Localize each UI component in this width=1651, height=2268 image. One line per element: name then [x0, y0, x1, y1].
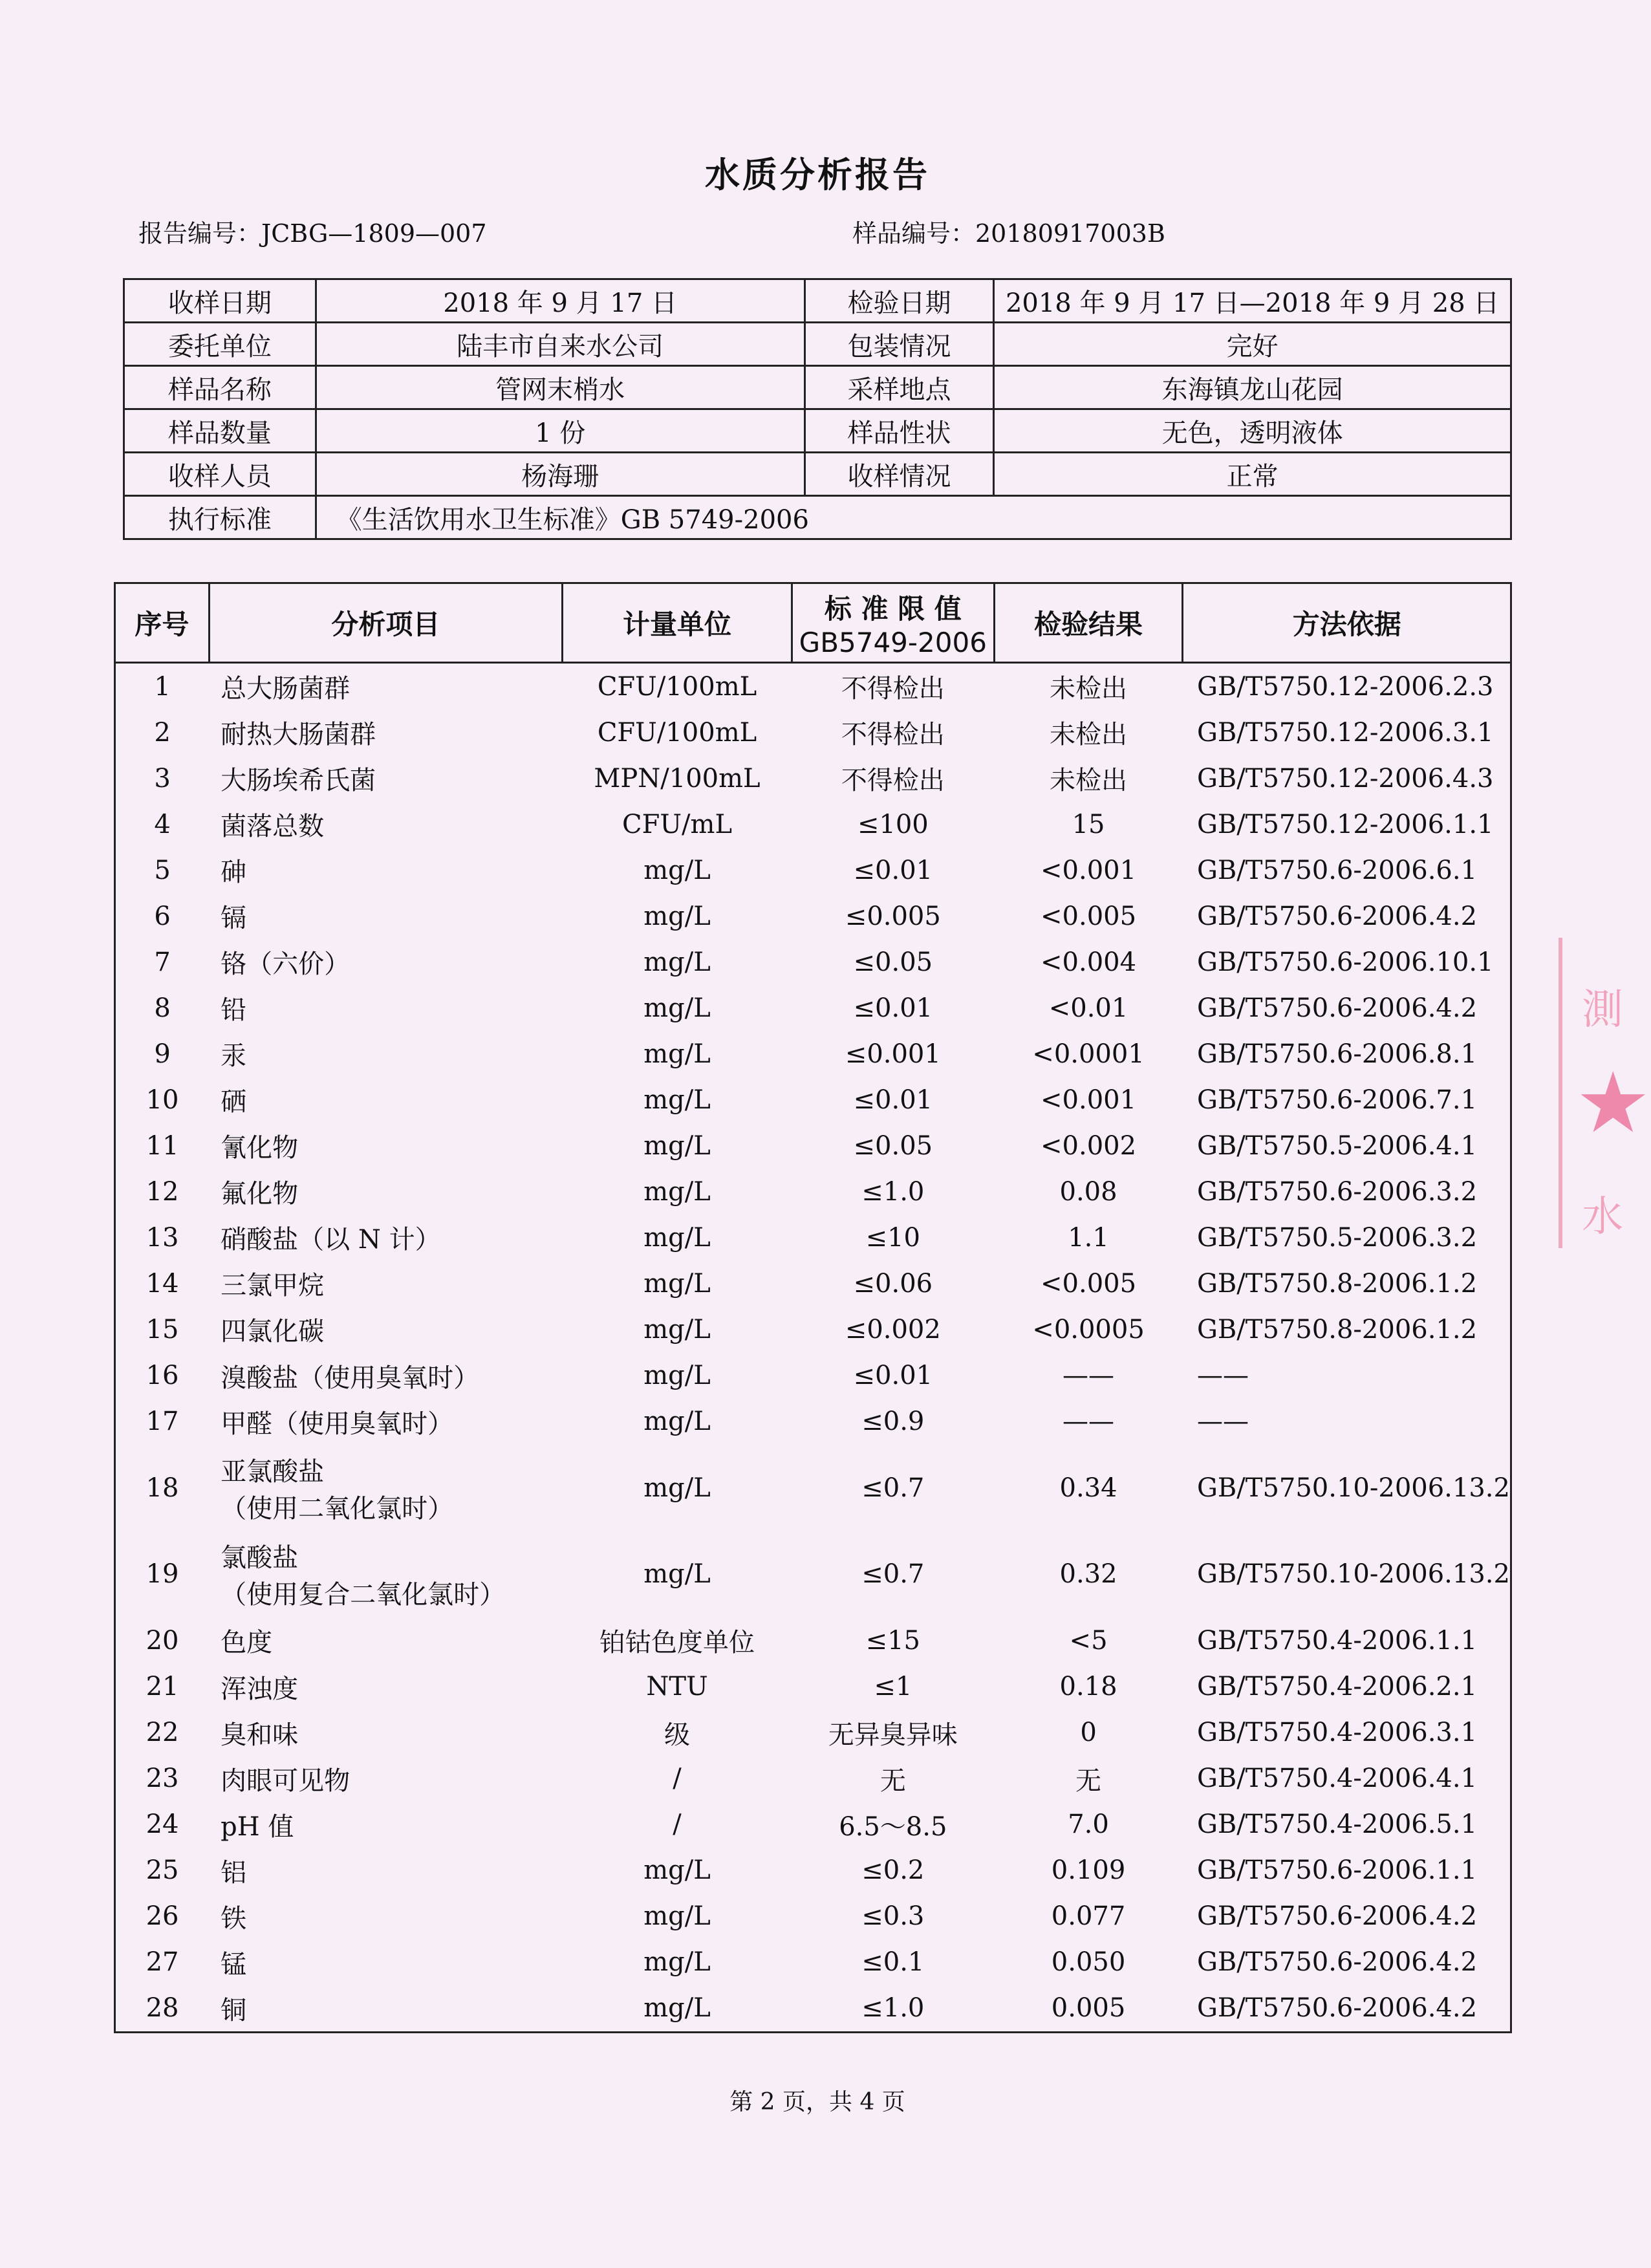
info-value: 无色，透明液体 [994, 409, 1511, 453]
info-value: 陆丰市自来水公司 [316, 323, 804, 366]
row-no: 18 [146, 1473, 179, 1503]
row-unit: 铂钴色度单位 [599, 1628, 755, 1658]
table-row [115, 1802, 1511, 1848]
row-limit: ≤1.0 [861, 1993, 925, 2024]
row-item-line2: （使用二氧化氯时） [221, 1493, 454, 1524]
row-method: —— [1196, 1361, 1249, 1390]
info-label: 样品数量 [124, 409, 316, 453]
row-result: <0.002 [1041, 1130, 1137, 1161]
row-result: <5 [1069, 1625, 1108, 1656]
table-row [115, 1031, 1511, 1077]
row-unit: CFU/mL [621, 809, 733, 839]
row-result: 0.08 [1059, 1176, 1117, 1207]
table-row [115, 847, 1511, 893]
row-unit: mg/L [643, 1993, 711, 2024]
row-item: 砷 [221, 858, 247, 888]
info-value: 正常 [994, 453, 1511, 496]
info-label: 包装情况 [804, 323, 994, 366]
info-label: 收样情况 [804, 453, 994, 496]
row-result: 0.32 [1059, 1559, 1117, 1590]
row-item: pH 值 [221, 1811, 294, 1842]
info-row [124, 409, 1511, 453]
info-label: 样品性状 [804, 409, 994, 453]
row-item-line2: （使用复合二氧化氯时） [221, 1580, 506, 1610]
sample-info-table [123, 278, 1512, 540]
row-limit: ≤0.005 [845, 901, 941, 931]
table-row [115, 1445, 1511, 1531]
info-row [124, 279, 1511, 323]
row-limit: ≤0.3 [861, 1901, 925, 1932]
seal-star-icon: ★ [1575, 1053, 1651, 1152]
row-no: 22 [146, 1718, 179, 1748]
row-unit: NTU [646, 1672, 708, 1701]
row-result: 未检出 [1050, 766, 1128, 796]
row-no: 26 [146, 1901, 179, 1932]
row-method: GB/T5750.4-2006.3.1 [1196, 1718, 1478, 1748]
table-row [115, 1123, 1511, 1169]
row-item: 三氯甲烷 [221, 1271, 325, 1301]
row-no: 23 [146, 1764, 179, 1794]
row-result: <0.005 [1041, 901, 1137, 931]
row-item: 总大肠菌群 [221, 674, 351, 704]
row-limit: ≤0.01 [853, 1085, 933, 1115]
table-row [115, 1531, 1511, 1618]
info-label: 采样地点 [804, 366, 994, 409]
row-unit: mg/L [643, 993, 711, 1023]
row-item: 耐热大肠菌群 [221, 720, 376, 750]
table-row [115, 893, 1511, 939]
row-method: GB/T5750.6-2006.8.1 [1196, 1039, 1478, 1069]
row-limit: 6.5～8.5 [839, 1811, 947, 1842]
row-item: 汞 [221, 1041, 247, 1072]
row-unit: mg/L [643, 1176, 711, 1207]
row-item [209, 1531, 562, 1618]
row-limit: ≤15 [865, 1625, 921, 1656]
report-number: 报告编号：JCBG—1809—007 [138, 219, 487, 248]
row-item: 浑浊度 [221, 1674, 299, 1704]
row-limit: ≤0.002 [845, 1314, 941, 1345]
row-item: 铜 [221, 1995, 247, 2025]
row-item: 甲醛（使用臭氧时） [221, 1409, 454, 1439]
row-method: GB/T5750.4-2006.2.1 [1196, 1672, 1478, 1701]
row-result: 0.18 [1059, 1672, 1117, 1701]
row-result: 15 [1072, 809, 1105, 839]
row-unit: mg/L [643, 901, 711, 931]
info-value: 管网末梢水 [316, 366, 804, 409]
row-unit: mg/L [643, 1855, 711, 1886]
header-no: 序号 [115, 583, 210, 663]
row-no: 2 [154, 717, 171, 748]
row-item-line1: 氯酸盐 [221, 1543, 299, 1573]
row-method: GB/T5750.10-2006.13.2 [1196, 1559, 1510, 1590]
row-limit: ≤0.01 [853, 993, 933, 1023]
row-limit: ≤0.01 [853, 855, 933, 885]
header-method: 方法依据 [1183, 583, 1511, 663]
row-method: GB/T5750.6-2006.4.2 [1196, 1901, 1478, 1932]
info-row-standard [124, 496, 1511, 539]
row-item: 铬（六价） [221, 949, 351, 980]
info-value: 东海镇龙山花园 [994, 366, 1511, 409]
row-limit: ≤1 [874, 1672, 912, 1701]
row-limit: 无异臭异味 [828, 1720, 958, 1750]
header-item: 分析项目 [209, 583, 562, 663]
row-limit: ≤0.2 [861, 1855, 925, 1886]
row-limit: 无 [879, 1766, 906, 1796]
row-method: —— [1196, 1407, 1249, 1437]
row-item: 铅 [221, 995, 247, 1026]
row-limit: ≤0.9 [861, 1407, 925, 1437]
info-row [124, 453, 1511, 496]
row-unit: MPN/100mL [594, 763, 761, 794]
info-label: 收样人员 [124, 453, 316, 496]
sample-number: 样品编号：20180917003B [852, 219, 1165, 248]
row-no: 1 [154, 671, 171, 702]
row-no: 7 [154, 947, 171, 977]
row-no: 15 [146, 1314, 179, 1345]
row-item: 锰 [221, 1949, 247, 1980]
table-row [115, 1169, 1511, 1215]
row-method: GB/T5750.6-2006.1.1 [1196, 1855, 1478, 1886]
row-unit: mg/L [643, 1473, 711, 1503]
info-value: 2018 年 9 月 17 日 [316, 279, 804, 323]
row-no: 5 [154, 855, 171, 885]
info-label: 委托单位 [124, 323, 316, 366]
row-item: 硒 [221, 1087, 247, 1118]
table-row [115, 1848, 1511, 1894]
row-no: 19 [146, 1559, 179, 1590]
row-limit: ≤0.7 [861, 1473, 925, 1503]
table-row [115, 1306, 1511, 1352]
row-result: <0.001 [1041, 1085, 1137, 1115]
row-result: 0.077 [1051, 1901, 1126, 1932]
row-unit: mg/L [643, 1947, 711, 1978]
analysis-results-table [114, 582, 1512, 2033]
table-row [115, 1077, 1511, 1123]
report-title: 水质分析报告 [705, 155, 930, 195]
info-label: 样品名称 [124, 366, 316, 409]
row-no: 4 [154, 809, 171, 839]
row-no: 12 [146, 1176, 179, 1207]
info-value: 杨海珊 [316, 453, 804, 496]
header-limit [792, 583, 994, 663]
row-no: 11 [146, 1130, 179, 1161]
row-method: GB/T5750.6-2006.4.2 [1196, 1947, 1478, 1978]
row-no: 24 [146, 1809, 179, 1840]
row-method: GB/T5750.6-2006.6.1 [1196, 855, 1478, 885]
table-row [115, 1399, 1511, 1445]
row-item: 菌落总数 [221, 812, 325, 842]
table-row [115, 663, 1511, 710]
info-value: 1 份 [316, 409, 804, 453]
row-method: GB/T5750.4-2006.1.1 [1196, 1625, 1478, 1656]
info-label: 检验日期 [804, 279, 994, 323]
row-limit: ≤0.05 [853, 1130, 933, 1161]
row-no: 13 [146, 1222, 179, 1253]
row-limit: ≤0.1 [861, 1947, 925, 1978]
row-limit: ≤100 [857, 809, 929, 839]
row-result: 未检出 [1050, 674, 1128, 704]
row-result: 0.050 [1051, 1947, 1126, 1978]
info-value: 完好 [994, 323, 1511, 366]
table-row [115, 1260, 1511, 1306]
row-no: 21 [146, 1672, 179, 1701]
table-row [115, 801, 1511, 847]
table-row [115, 1663, 1511, 1709]
table-header-row [115, 583, 1511, 663]
row-result: <0.001 [1041, 855, 1137, 885]
row-item: 肉眼可见物 [221, 1766, 351, 1796]
info-value: 2018 年 9 月 17 日—2018 年 9 月 28 日 [994, 279, 1511, 323]
table-row [115, 985, 1511, 1031]
row-no: 28 [146, 1993, 179, 2024]
table-row [115, 709, 1511, 755]
row-method: GB/T5750.6-2006.4.2 [1196, 993, 1478, 1023]
row-result: <0.01 [1048, 993, 1128, 1023]
row-method: GB/T5750.12-2006.2.3 [1196, 671, 1494, 702]
row-no: 3 [154, 763, 171, 794]
row-unit: mg/L [643, 1268, 711, 1299]
row-unit: mg/L [643, 1407, 711, 1437]
row-no: 25 [146, 1855, 179, 1886]
row-unit: mg/L [643, 1130, 711, 1161]
row-no: 8 [154, 993, 171, 1023]
row-method: GB/T5750.12-2006.1.1 [1196, 809, 1494, 839]
row-method: GB/T5750.12-2006.3.1 [1196, 717, 1494, 748]
row-result: 0.34 [1059, 1473, 1117, 1503]
row-method: GB/T5750.6-2006.10.1 [1196, 947, 1494, 977]
row-method: GB/T5750.6-2006.7.1 [1196, 1085, 1478, 1115]
table-row [115, 1985, 1511, 2033]
row-method: GB/T5750.10-2006.13.2 [1196, 1473, 1510, 1503]
info-row [124, 366, 1511, 409]
row-method: GB/T5750.6-2006.4.2 [1196, 901, 1478, 931]
table-row [115, 1352, 1511, 1398]
row-unit: mg/L [643, 855, 711, 885]
row-item: 臭和味 [221, 1720, 299, 1750]
row-method: GB/T5750.8-2006.1.2 [1196, 1268, 1478, 1299]
row-result: 无 [1075, 1766, 1102, 1796]
header-result: 检验结果 [994, 583, 1183, 663]
row-method: GB/T5750.5-2006.3.2 [1196, 1222, 1478, 1253]
row-limit: ≤0.7 [861, 1559, 925, 1590]
row-unit: CFU/100mL [597, 671, 757, 702]
row-result: <0.004 [1041, 947, 1137, 977]
official-seal-partial: 測 ★ 水 [1559, 938, 1639, 1248]
row-result: 0.109 [1051, 1855, 1126, 1886]
table-row [115, 1756, 1511, 1802]
row-no: 17 [146, 1407, 179, 1437]
row-no: 10 [146, 1085, 179, 1115]
row-unit: 级 [664, 1720, 690, 1750]
row-no: 27 [146, 1947, 179, 1978]
page-footer: 第 2 页，共 4 页 [729, 2089, 905, 2115]
row-item: 氟化物 [221, 1179, 299, 1209]
header-limit-line2: GB5749-2006 [799, 626, 987, 658]
row-item-line1: 亚氯酸盐 [221, 1456, 325, 1487]
table-row [115, 1894, 1511, 1939]
row-method: GB/T5750.5-2006.4.1 [1196, 1130, 1478, 1161]
info-row [124, 323, 1511, 366]
row-no: 14 [146, 1268, 179, 1299]
header-unit: 计量单位 [563, 583, 792, 663]
row-no: 6 [154, 901, 171, 931]
row-limit: ≤10 [865, 1222, 921, 1253]
row-item: 色度 [221, 1628, 273, 1658]
row-limit: ≤0.05 [853, 947, 933, 977]
row-method: GB/T5750.8-2006.1.2 [1196, 1314, 1478, 1345]
row-limit: 不得检出 [841, 674, 945, 704]
row-item: 溴酸盐（使用臭氧时） [221, 1363, 480, 1393]
standard-value: 《生活饮用水卫生标准》GB 5749-2006 [316, 496, 1511, 539]
row-unit: mg/L [643, 1039, 711, 1069]
row-unit: mg/L [643, 1901, 711, 1932]
row-result: 0 [1080, 1718, 1097, 1748]
row-item: 镉 [221, 903, 247, 934]
table-row [115, 755, 1511, 801]
row-method: GB/T5750.4-2006.5.1 [1196, 1809, 1478, 1840]
row-unit: mg/L [643, 947, 711, 977]
row-method: GB/T5750.12-2006.4.3 [1196, 763, 1494, 794]
row-unit: mg/L [643, 1361, 711, 1390]
row-result: <0.005 [1041, 1268, 1137, 1299]
row-no: 16 [146, 1361, 179, 1390]
header-limit-line1: 标 准 限 值 [824, 592, 962, 625]
row-no: 9 [154, 1039, 171, 1069]
row-unit: / [673, 1809, 682, 1840]
row-unit: mg/L [643, 1559, 711, 1590]
row-result: —— [1063, 1361, 1115, 1390]
row-unit: CFU/100mL [597, 717, 757, 748]
row-item: 铁 [221, 1903, 247, 1934]
row-result: 1.1 [1068, 1222, 1109, 1253]
row-method: GB/T5750.6-2006.4.2 [1196, 1993, 1478, 2024]
row-unit: mg/L [643, 1085, 711, 1115]
row-method: GB/T5750.6-2006.3.2 [1196, 1176, 1478, 1207]
row-result: <0.0001 [1032, 1039, 1145, 1069]
row-item: 大肠埃希氏菌 [221, 766, 376, 796]
row-unit: mg/L [643, 1314, 711, 1345]
row-result: 7.0 [1068, 1809, 1109, 1840]
row-result: 未检出 [1050, 720, 1128, 750]
row-unit: / [673, 1764, 682, 1794]
table-row [115, 1617, 1511, 1663]
table-row [115, 1939, 1511, 1985]
row-result: —— [1063, 1407, 1115, 1437]
row-item [209, 1445, 562, 1531]
row-item: 四氯化碳 [221, 1317, 325, 1347]
row-limit: ≤0.001 [845, 1039, 941, 1069]
row-method: GB/T5750.4-2006.4.1 [1196, 1764, 1478, 1794]
row-result: 0.005 [1051, 1993, 1126, 2024]
row-unit: mg/L [643, 1222, 711, 1253]
table-row [115, 1215, 1511, 1260]
row-no: 20 [146, 1625, 179, 1656]
row-result: <0.0005 [1032, 1314, 1145, 1345]
table-row [115, 939, 1511, 985]
row-item: 铝 [221, 1857, 247, 1888]
standard-label: 执行标准 [124, 496, 316, 539]
row-item: 氰化物 [221, 1133, 299, 1163]
info-label: 收样日期 [124, 279, 316, 323]
row-limit: ≤1.0 [861, 1176, 925, 1207]
row-limit: 不得检出 [841, 766, 945, 796]
table-row [115, 1710, 1511, 1756]
row-limit: ≤0.06 [853, 1268, 933, 1299]
row-item: 硝酸盐（以 N 计） [221, 1225, 441, 1255]
row-limit: ≤0.01 [853, 1361, 933, 1390]
row-limit: 不得检出 [841, 720, 945, 750]
